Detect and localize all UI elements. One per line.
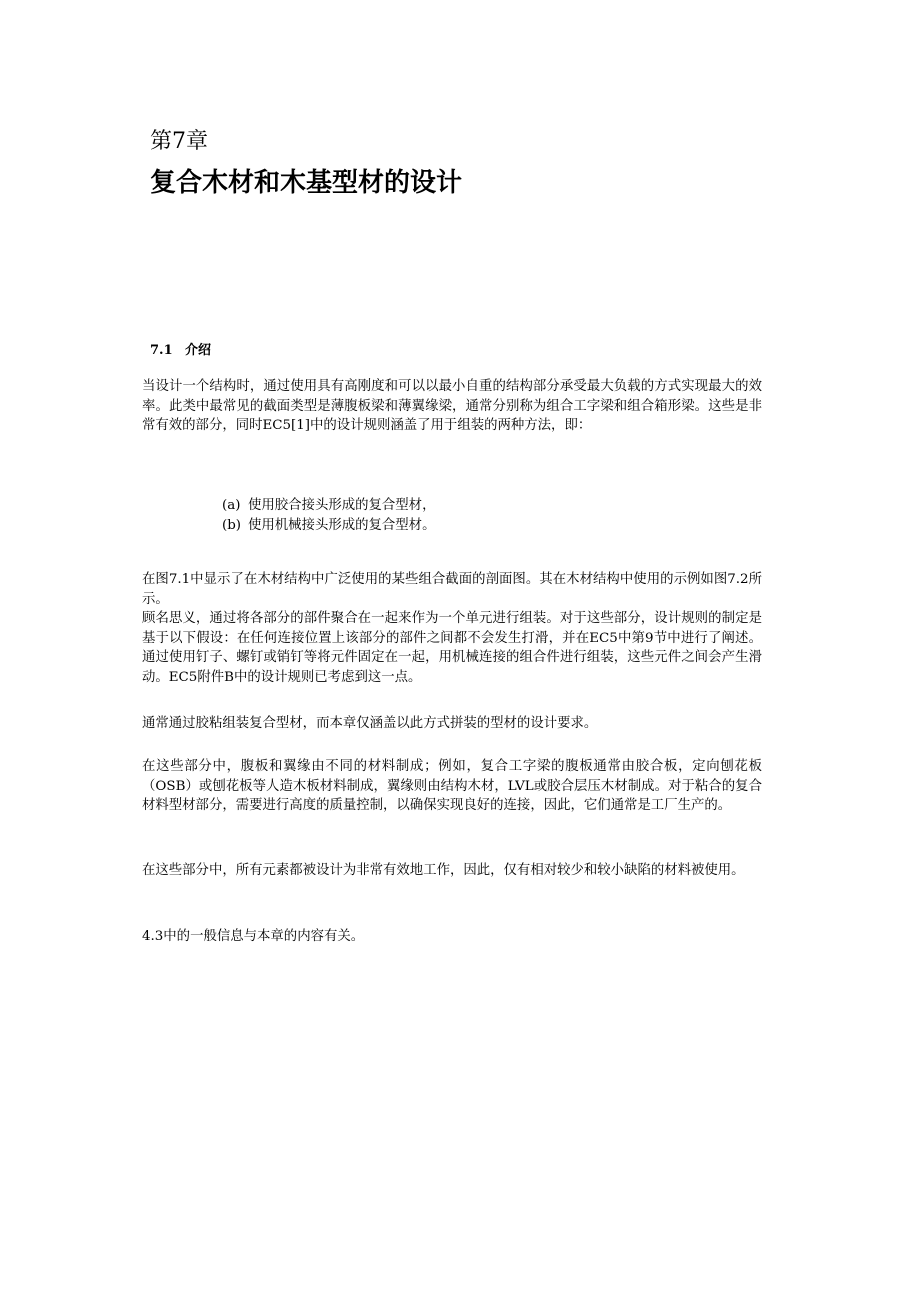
list-item [222,516,435,536]
chapter-label: 第7章 [150,129,208,154]
paragraph-figures: 在图7.1中显示了在木材结构中广泛使用的某些组合截面的剖面图。其在木材结构中使用的示例如图7.2所示。 [142,572,762,607]
list-text: 使用机械接头形成的复合型材。 [248,517,436,533]
list-item [222,496,435,516]
section-title: 介绍 [185,343,212,358]
paragraph-elements: 在这些部分中，所有元素都被设计为非常有效地工作，因此，仅有相对较少和较小缺陷的材料被使用。 [142,863,745,878]
section-heading [150,341,211,361]
section-number: 7.1 [150,343,173,358]
paragraph-glued: 通常通过胶粘组装复合型材，而本章仅涵盖以此方式拼装的型材的设计要求。 [142,716,598,731]
list-marker: (b) [222,517,242,533]
chapter-title: 复合木材和木基型材的设计 [150,168,463,198]
paragraph-materials: 在这些部分中，腹板和翼缘由不同的材料制成；例如，复合工字梁的腹板通常由胶合板，定向刨花板（OSB）或刨花板等人造木板材料制成，翼缘则由结构木材，LVL或胶合层压木材制成。对于粘合的复合材料型材部分，需要进行高度的质量控制，以确保实现良好的连接，因此，它们通常是工厂生产的。 [142,759,762,814]
paragraph-reference: 4.3中的一般信息与本章的内容有关。 [142,929,365,944]
paragraph-intro: 当设计一个结构时，通过使用具有高刚度和可以以最小自重的结构部分承受最大负载的方式实现最大的效率。此类中最常见的截面类型是薄腹板梁和薄翼缘梁，通常分别称为组合工字梁和组合箱形梁。这些是非常有效的部分，同时EC5[1]中的设计规则涵盖了用于组装的两种方法，即： [142,379,762,434]
list-marker: (a) [222,498,241,513]
list-text: 使用胶合接头形成的复合型材， [248,498,436,513]
method-list [222,496,435,535]
paragraph-assembly: 顾名思义，通过将各部分的部件聚合在一起来作为一个单元进行组装。对于这些部分，设计规则的制定是基于以下假设：在任何连接位置上该部分的部件之间都不会发生打滑，并在EC5中第9节中进行了阐述。通过使用钉子、螺钉或销钉等将元件固定在一起，用机械连接的组合件进行组装，这些元件之间会产生滑动。EC5附件B中的设计规则已考虑到这一点。 [142,611,762,685]
